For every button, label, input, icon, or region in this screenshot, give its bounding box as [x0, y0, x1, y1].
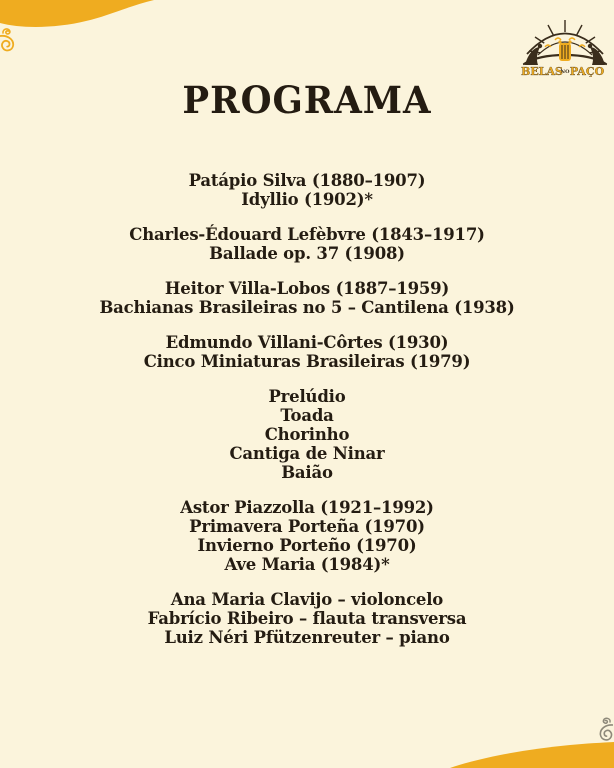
program-line: Ave Maria (1984)* [224, 555, 390, 574]
program-line: Charles-Édouard Lefèbvre (1843–1917) [129, 225, 485, 244]
logo-word-paco: PAÇO [569, 65, 605, 77]
program-group [0, 171, 614, 209]
program-line: Astor Piazzolla (1921–1992) [180, 498, 434, 517]
program-line: Bachianas Brasileiras no 5 – Cantilena (1938) [99, 298, 515, 317]
logo-word-belas: BELAS [521, 65, 563, 77]
program-line: Chorinho [264, 425, 350, 444]
program-group [0, 333, 614, 371]
program-list [0, 171, 614, 663]
program-group [0, 279, 614, 317]
program-line: Patápio Silva (1880–1907) [188, 171, 426, 190]
program-group [0, 498, 614, 574]
program-line: Primavera Porteña (1970) [189, 517, 425, 536]
program-group [0, 387, 614, 482]
program-line: Edmundo Villani-Côrtes (1930) [165, 333, 449, 352]
program-line: Toada [280, 406, 334, 425]
program-line: Heitor Villa-Lobos (1887–1959) [164, 279, 450, 298]
program-line: Ana Maria Clavijo – violoncelo [170, 590, 444, 609]
logo-word-no: NO [560, 69, 570, 75]
program-line: Ballade op. 37 (1908) [209, 244, 405, 263]
program-line: Fabrício Ribeiro – flauta transversa [147, 609, 467, 628]
program-line: Cantiga de Ninar [229, 444, 385, 463]
program-group [0, 225, 614, 263]
program-line: Cinco Miniaturas Brasileiras (1979) [143, 352, 471, 371]
scroll-curl-top-left-icon [0, 26, 17, 54]
program-line: Prelúdio [268, 387, 346, 406]
program-line: Baião [281, 463, 333, 482]
bottom-right-wave-ornament [0, 740, 614, 768]
belas-no-paco-logo [521, 17, 609, 77]
program-line: Luiz Néri Pfützenreuter – piano [164, 628, 450, 647]
program-line: Invierno Porteño (1970) [197, 536, 417, 555]
page-title: PROGRAMA [182, 78, 432, 122]
program-group [0, 590, 614, 647]
program-line: Idyllio (1902)* [241, 190, 373, 209]
